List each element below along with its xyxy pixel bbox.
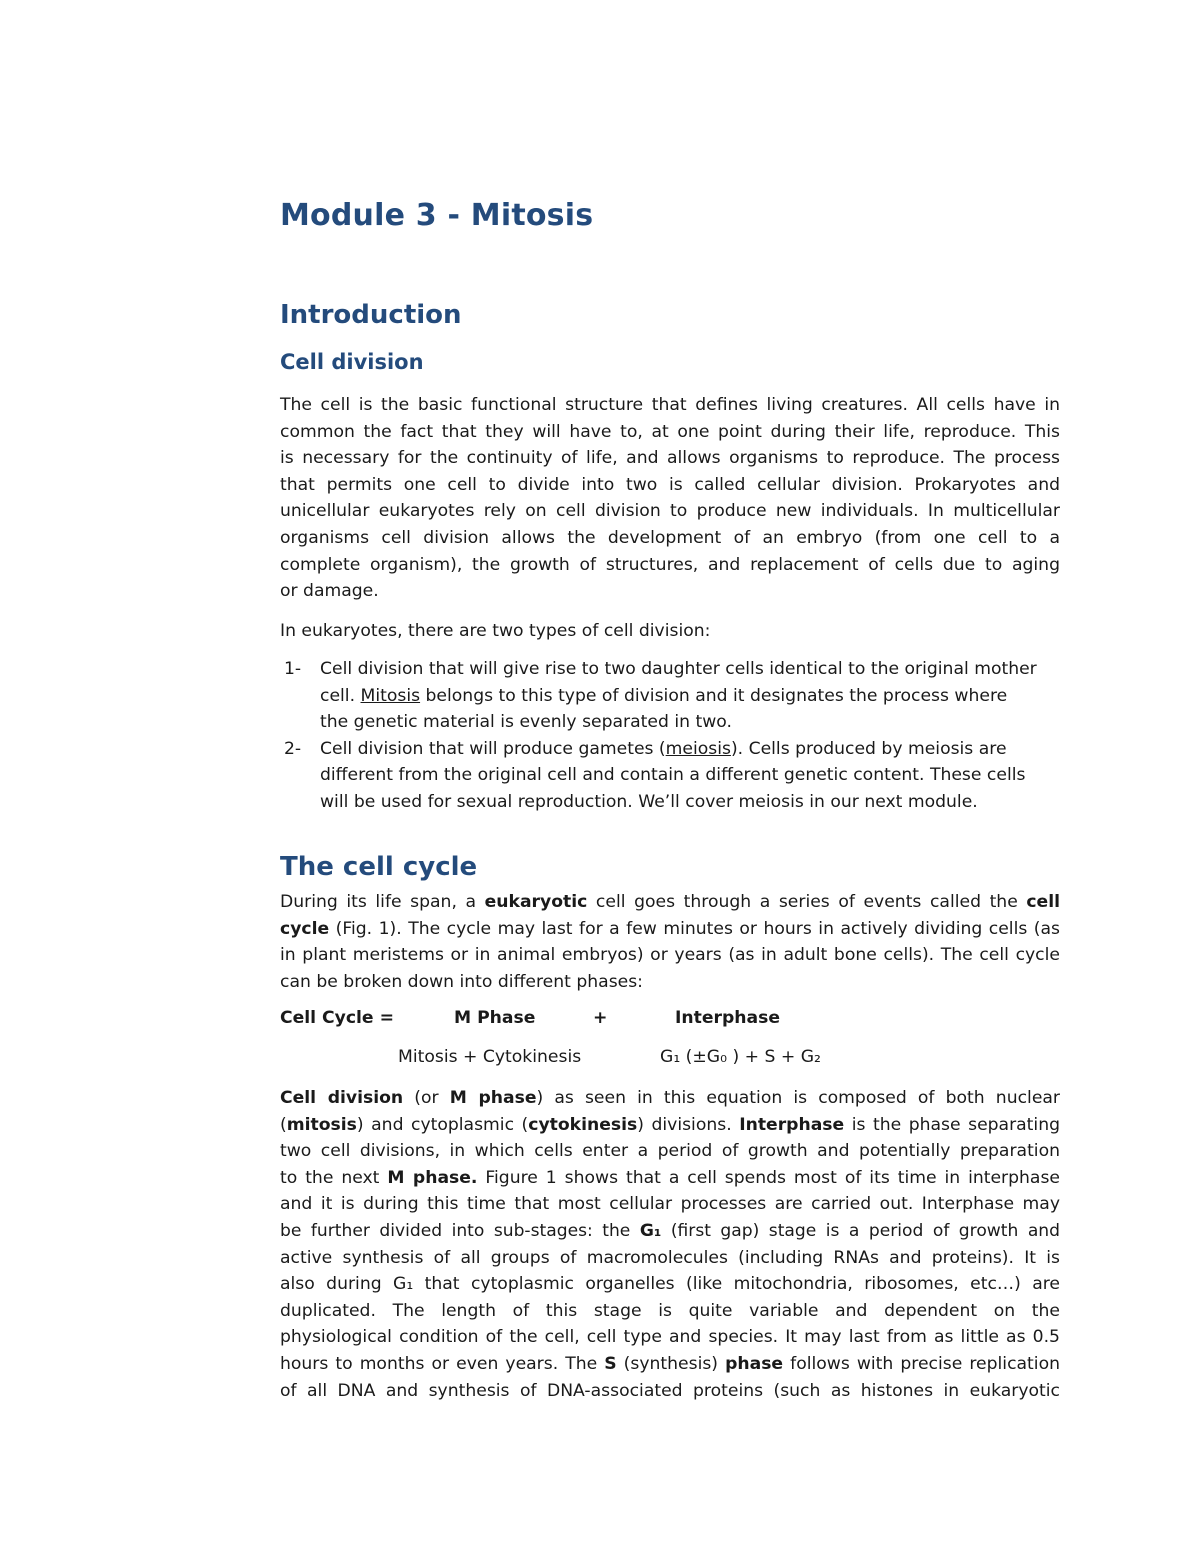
text-line: also during G₁ that cytoplasmic organelles (like mitochondria, ribosomes, etc…) are [280,1274,1060,1295]
text-line: of all DNA and synthesis of DNA-associated proteins (such as histones in eukaryotic [280,1380,1060,1401]
text-line: duplicated. The length of this stage is quite variable and dependent on the [280,1300,1060,1321]
bold-term: M phase [449,1088,537,1108]
cell-cycle-heading: The cell cycle [280,852,478,882]
bold-term: eukaryotic [484,892,588,912]
text-line: is necessary for the continuity of life, and allows organisms to reproduce. The process [280,448,1060,469]
text-run: (first gap) stage is a period of growth and [661,1220,1061,1241]
text-line: common the fact that they will have to, at one point during their life, reproduce. This [280,421,1060,442]
bold-term: G₁ [639,1220,662,1241]
text-line: organisms cell division allows the development of an embryo (from one cell to a [280,527,1060,548]
text-line: unicellular eukaryotes rely on cell division to produce new individuals. In multicellular [280,501,1060,522]
text-line: The cell is the basic functional structure that defines living creatures. All cells have in [280,395,1060,415]
text-line: and it is during this time that most cellular processes are carried out. Interphase may [280,1194,1060,1215]
cell-division-paragraph [280,1085,1060,1404]
text-run: belongs to this type of division and it designates the process where [420,685,1008,706]
text-run: cell. [320,685,361,706]
bold-term: cycle [280,918,330,939]
text-line: In eukaryotes, there are two types of cell division: [280,621,711,641]
text-line [320,736,1060,763]
text-line: two cell divisions, in which cells enter a period of growth and potentially preparation [280,1141,1060,1162]
text-line: will be used for sexual reproduction. We’ll cover meiosis in our next module. [320,791,978,812]
text-run: ( [280,1114,287,1135]
text-run: ) as seen in this equation is composed of both nuclear [536,1088,1060,1108]
term-meiosis: meiosis [665,738,731,759]
text-line: complete organism), the growth of structures, and replacement of cells due to aging [280,554,1060,575]
equation-lhs: Cell Cycle = [280,1008,394,1028]
text-run: ) divisions. [637,1114,740,1135]
cell-cycle-equation [280,1008,1060,1034]
types-intro [280,618,1060,645]
intro-paragraph [280,392,1060,605]
text-line [280,1218,1060,1245]
text-run: (or [403,1088,450,1108]
equation-i-detail: G₁ (±G₀ ) + S + G₂ [660,1047,821,1067]
introduction-heading: Introduction [280,300,462,330]
bold-term: M phase. [387,1167,478,1188]
text-run: ) and cytoplasmic ( [356,1114,529,1135]
text-line: Cell division that will give rise to two daughter cells identical to the original mother [320,659,1037,679]
text-run: Figure 1 shows that a cell spends most of its time in interphase [477,1167,1060,1188]
cell-division-heading: Cell division [280,350,424,374]
term-mitosis: Mitosis [360,685,421,706]
bold-term: cell [1026,892,1060,912]
text-line [280,1351,1060,1378]
bold-term: phase [725,1353,784,1374]
text-run: (Fig. 1). The cycle may last for a few minutes or hours in actively dividing cells (as [329,918,1060,939]
text-line: the genetic material is evenly separated in two. [320,712,732,733]
page-title: Module 3 - Mitosis [280,198,594,233]
text-line [280,1165,1060,1192]
list-item [280,736,1060,816]
text-run: Cell division that will produce gametes ( [320,738,666,759]
text-run: During its life span, a [280,892,485,912]
text-line [280,1085,1060,1112]
text-line [280,916,1060,943]
text-line [280,889,1060,916]
text-run: cell goes through a series of events called the [587,892,1027,912]
text-run: (synthesis) [616,1353,726,1374]
bold-term: mitosis [286,1114,357,1135]
equation-interphase: Interphase [675,1008,781,1028]
list-number: 1- [284,659,302,679]
text-run: hours to months or even years. The [280,1353,605,1374]
text-run: to the next [280,1167,388,1188]
bold-term: Cell division [280,1088,404,1108]
text-line: that permits one cell to divide into two is called cellular division. Prokaryotes and [280,474,1060,495]
bold-term: Interphase [739,1114,845,1135]
bold-term: S [604,1353,617,1374]
cell-cycle-paragraph [280,889,1060,995]
text-line: physiological condition of the cell, cell type and species. It may last from as little as 0.5 [280,1327,1060,1348]
equation-plus: + [593,1008,608,1028]
division-types-list [280,656,1060,816]
cell-cycle-equation-detail [280,1047,1060,1073]
bold-term: cytokinesis [528,1114,638,1135]
text-run: be further divided into sub-stages: the [280,1220,640,1241]
text-line [320,683,1060,710]
list-item [280,656,1060,736]
text-run: is the phase separating [844,1114,1060,1135]
text-run: follows with precise replication [783,1353,1060,1374]
equation-m-detail: Mitosis + Cytokinesis [398,1047,582,1067]
text-line: in plant meristems or in animal embryos) or years (as in adult bone cells). The cell cycle [280,945,1060,966]
text-line: or damage. [280,581,379,602]
text-line [280,1112,1060,1139]
text-line: active synthesis of all groups of macromolecules (including RNAs and proteins). It is [280,1247,1060,1268]
text-line: can be broken down into different phases: [280,971,643,992]
list-number: 2- [284,738,302,759]
text-line: different from the original cell and contain a different genetic content. These cells [320,765,1026,786]
equation-m-phase: M Phase [454,1008,536,1028]
text-run: ). Cells produced by meiosis are [730,738,1007,759]
